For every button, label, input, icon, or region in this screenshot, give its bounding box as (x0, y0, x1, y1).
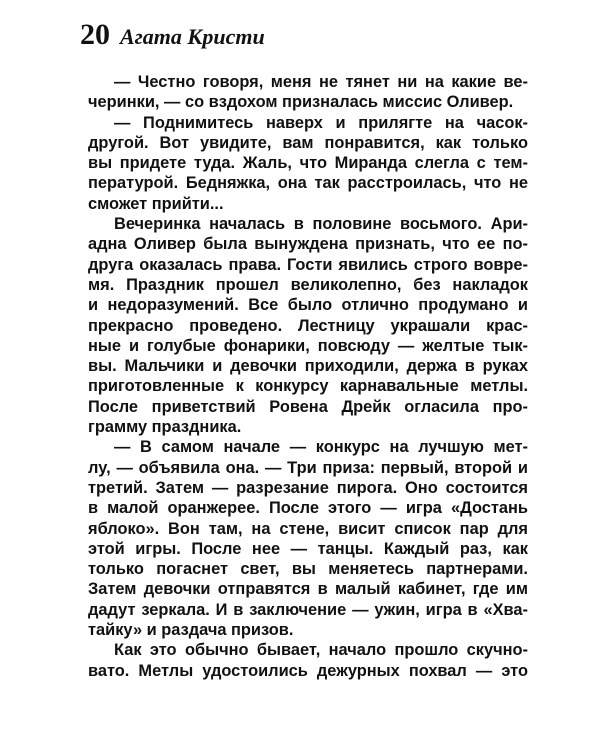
text-line: друга оказалась права. Гости явились строго вовре- (88, 255, 528, 274)
text-line: — В самом начале — конкурс на лучшую мет- (114, 438, 528, 457)
text-line: — Честно говоря, меня не тянет ни на какие ве- (114, 73, 528, 91)
page-number: 20 (80, 18, 110, 51)
text-line: Как это обычно бывает, начало прошло скучно- (114, 641, 528, 660)
text-line: лу, — объявила она. — Три приза: первый, второй и (88, 458, 528, 477)
text-line: — Поднимитесь наверх и прилягте на часок- (114, 113, 528, 132)
text-line: третий. Затем — разрезание пирога. Оно состоится (88, 478, 528, 497)
text-line: тайку» и раздача призов. (88, 621, 294, 640)
text-line: другой. Вот увидите, вам понравится, как только (88, 133, 528, 152)
text-line: адна Оливер была вынуждена признать, что ее по- (88, 235, 528, 254)
text-line: мя. Праздник прошел великолепно, без накладок (88, 275, 528, 294)
text-line: в малой оранжерее. После этого — игра «Достань (88, 499, 528, 518)
text-line: дадут зеркала. И в заключение — ужин, игра в «Хва- (88, 600, 528, 619)
text-line: сможет прийти... (88, 194, 224, 213)
text-line: яблоко». Вон там, на стене, висит список пар для (88, 519, 528, 538)
text-line: прекрасно проведено. Лестницу украшали крас- (88, 316, 528, 335)
text-line: вато. Метлы удостоились дежурных похвал — это (88, 661, 528, 680)
text-line: После приветствий Ровена Дрейк огласила про- (88, 397, 528, 416)
text-line: грамму праздника. (88, 418, 242, 437)
body-text (88, 72, 528, 681)
text-line: приготовленные к конкурсу карнавальные метлы. (88, 377, 528, 396)
text-line: только погаснет свет, вы меняетесь партнерами. (88, 560, 528, 579)
text-line: Затем девочки отправятся в малый кабинет, где им (88, 580, 528, 599)
text-line: и недоразумений. Все было отлично продумано и (88, 296, 528, 315)
text-line: этой игры. После нее — танцы. Каждый раз, как (88, 539, 528, 558)
page-header (80, 18, 265, 52)
text-line: пературой. Бедняжка, она так расстроилась, что не (88, 174, 528, 193)
text-line: черинки, — со вздохом призналась миссис Оливер. (88, 93, 514, 112)
text-line: ные и голубые фонарики, повсюду — желтые тык- (88, 336, 528, 355)
text-line: вы. Мальчики и девочки приходили, держа в руках (88, 357, 528, 376)
text-line: Вечеринка началась в половине восьмого. Ари- (114, 215, 528, 234)
text-line: вы придете туда. Жаль, что Миранда слегла с тем- (88, 154, 528, 173)
running-title: Агата Кристи (120, 24, 265, 49)
